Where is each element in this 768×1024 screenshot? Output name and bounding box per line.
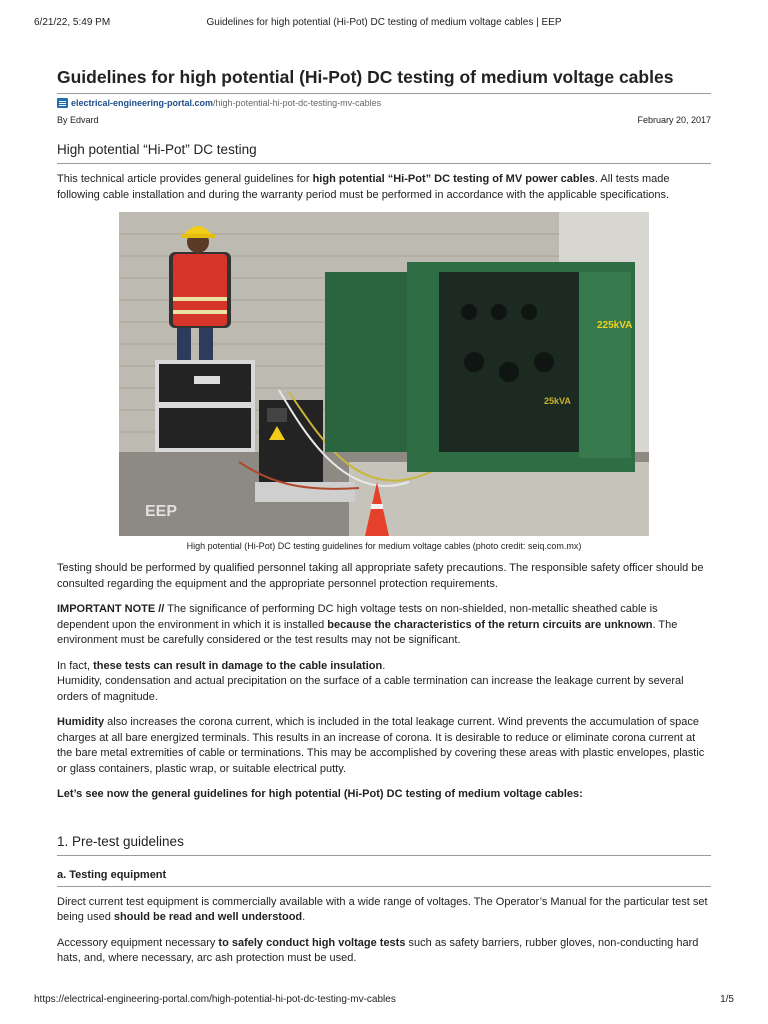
paragraph-accessory-equipment: Accessory equipment necessary to safely conduct high voltage tests such as safety barriers, rubber gloves, non-conducting hard hats, and, where necessary, arc ash protection must be used. bbox=[57, 936, 699, 964]
publish-date: February 20, 2017 bbox=[637, 115, 711, 125]
section-divider bbox=[57, 855, 711, 856]
footer-url[interactable]: https://electrical-engineering-portal.com/high-potential-hi-pot-dc-testing-mv-cables bbox=[34, 994, 396, 1005]
transformer-inner-label: 25kVA bbox=[544, 396, 571, 406]
section-divider bbox=[57, 163, 711, 164]
print-header bbox=[34, 17, 734, 28]
paragraph-humidity: Humidity also increases the corona current, which is included in the total leakage current. Wind prevents the accumulation of space charges at all bare energized terminals. This results in an increase of corona. It is desirable to reduce or eliminate corona current at the bare metal extremities of cable or terminations. This may be accomplished by covering these areas with plastic envelopes, plastic or glass containers, plastic wrap, or suitable electrical putty. bbox=[57, 716, 705, 775]
article bbox=[57, 66, 711, 967]
paragraph-testing-personnel: Testing should be performed by qualified personnel taking all appropriate safety precautions. The responsible safety officer should be consulted regarding the equipment and the appropriate personnel protection requirements. bbox=[57, 562, 704, 590]
intro-paragraph: This technical article provides general guidelines for high potential “Hi-Pot” DC testing of MV power cables. All tests made following cable installation and during the warranty period must be performed in accordance with the applicable specifications. bbox=[57, 173, 670, 201]
article-title: Guidelines for high potential (Hi-Pot) DC testing of medium voltage cables bbox=[57, 67, 674, 87]
print-datetime: 6/21/22, 5:49 PM bbox=[34, 17, 111, 28]
source-link[interactable] bbox=[57, 97, 711, 109]
test-equipment-case bbox=[155, 360, 255, 452]
subsection-a-heading: a. Testing equipment bbox=[57, 868, 167, 881]
hipot-test-scene bbox=[119, 212, 649, 536]
section-1-heading: 1. Pre-test guidelines bbox=[57, 833, 184, 849]
paragraph-damage: In fact, these tests can result in damage to the cable insulation. Humidity, condensation and actual precipitation on the surface of a cable termination can increase the leakage current by several orders of magnitude. bbox=[57, 659, 684, 703]
site-favicon-icon bbox=[57, 98, 68, 108]
page-number: 1/5 bbox=[720, 994, 734, 1005]
paragraph-test-equipment: Direct current test equipment is commercially available with a wide range of voltages. The Operator’s Manual for the particular test set being used should be read and well understood. bbox=[57, 895, 708, 923]
photo-caption: High potential (Hi-Pot) DC testing guidelines for medium voltage cables (photo credit: seiq.com.mx) bbox=[186, 541, 582, 551]
author: By Edvard bbox=[57, 115, 99, 125]
subsection-divider bbox=[57, 886, 711, 887]
eep-watermark: EEP bbox=[145, 503, 178, 520]
paragraph-lead-in: Let’s see now the general guidelines for high potential (Hi-Pot) DC testing of medium voltage cables: bbox=[57, 788, 583, 800]
source-domain[interactable]: electrical-engineering-portal.com bbox=[71, 98, 214, 108]
byline bbox=[57, 115, 711, 125]
intro-heading: High potential “Hi-Pot” DC testing bbox=[57, 142, 257, 157]
print-footer bbox=[34, 994, 734, 1005]
transformer-rating-label: 225kVA bbox=[597, 320, 633, 331]
source-path[interactable]: /high-potential-hi-pot-dc-testing-mv-cables bbox=[213, 98, 382, 108]
title-divider bbox=[57, 93, 711, 94]
pad-mounted-transformer bbox=[325, 262, 635, 472]
paragraph-important-note: IMPORTANT NOTE // The significance of performing DC high voltage tests on non-shielded, non-metallic sheathed cable is dependent upon the environment in which it is installed because the characteristics of the return circuits are unknown. The environment must be carefully considered or the test results may not be significant. bbox=[57, 603, 678, 646]
article-photo bbox=[119, 212, 649, 536]
print-page-title: Guidelines for high potential (Hi-Pot) DC testing of medium voltage cables | EEP bbox=[206, 17, 562, 28]
